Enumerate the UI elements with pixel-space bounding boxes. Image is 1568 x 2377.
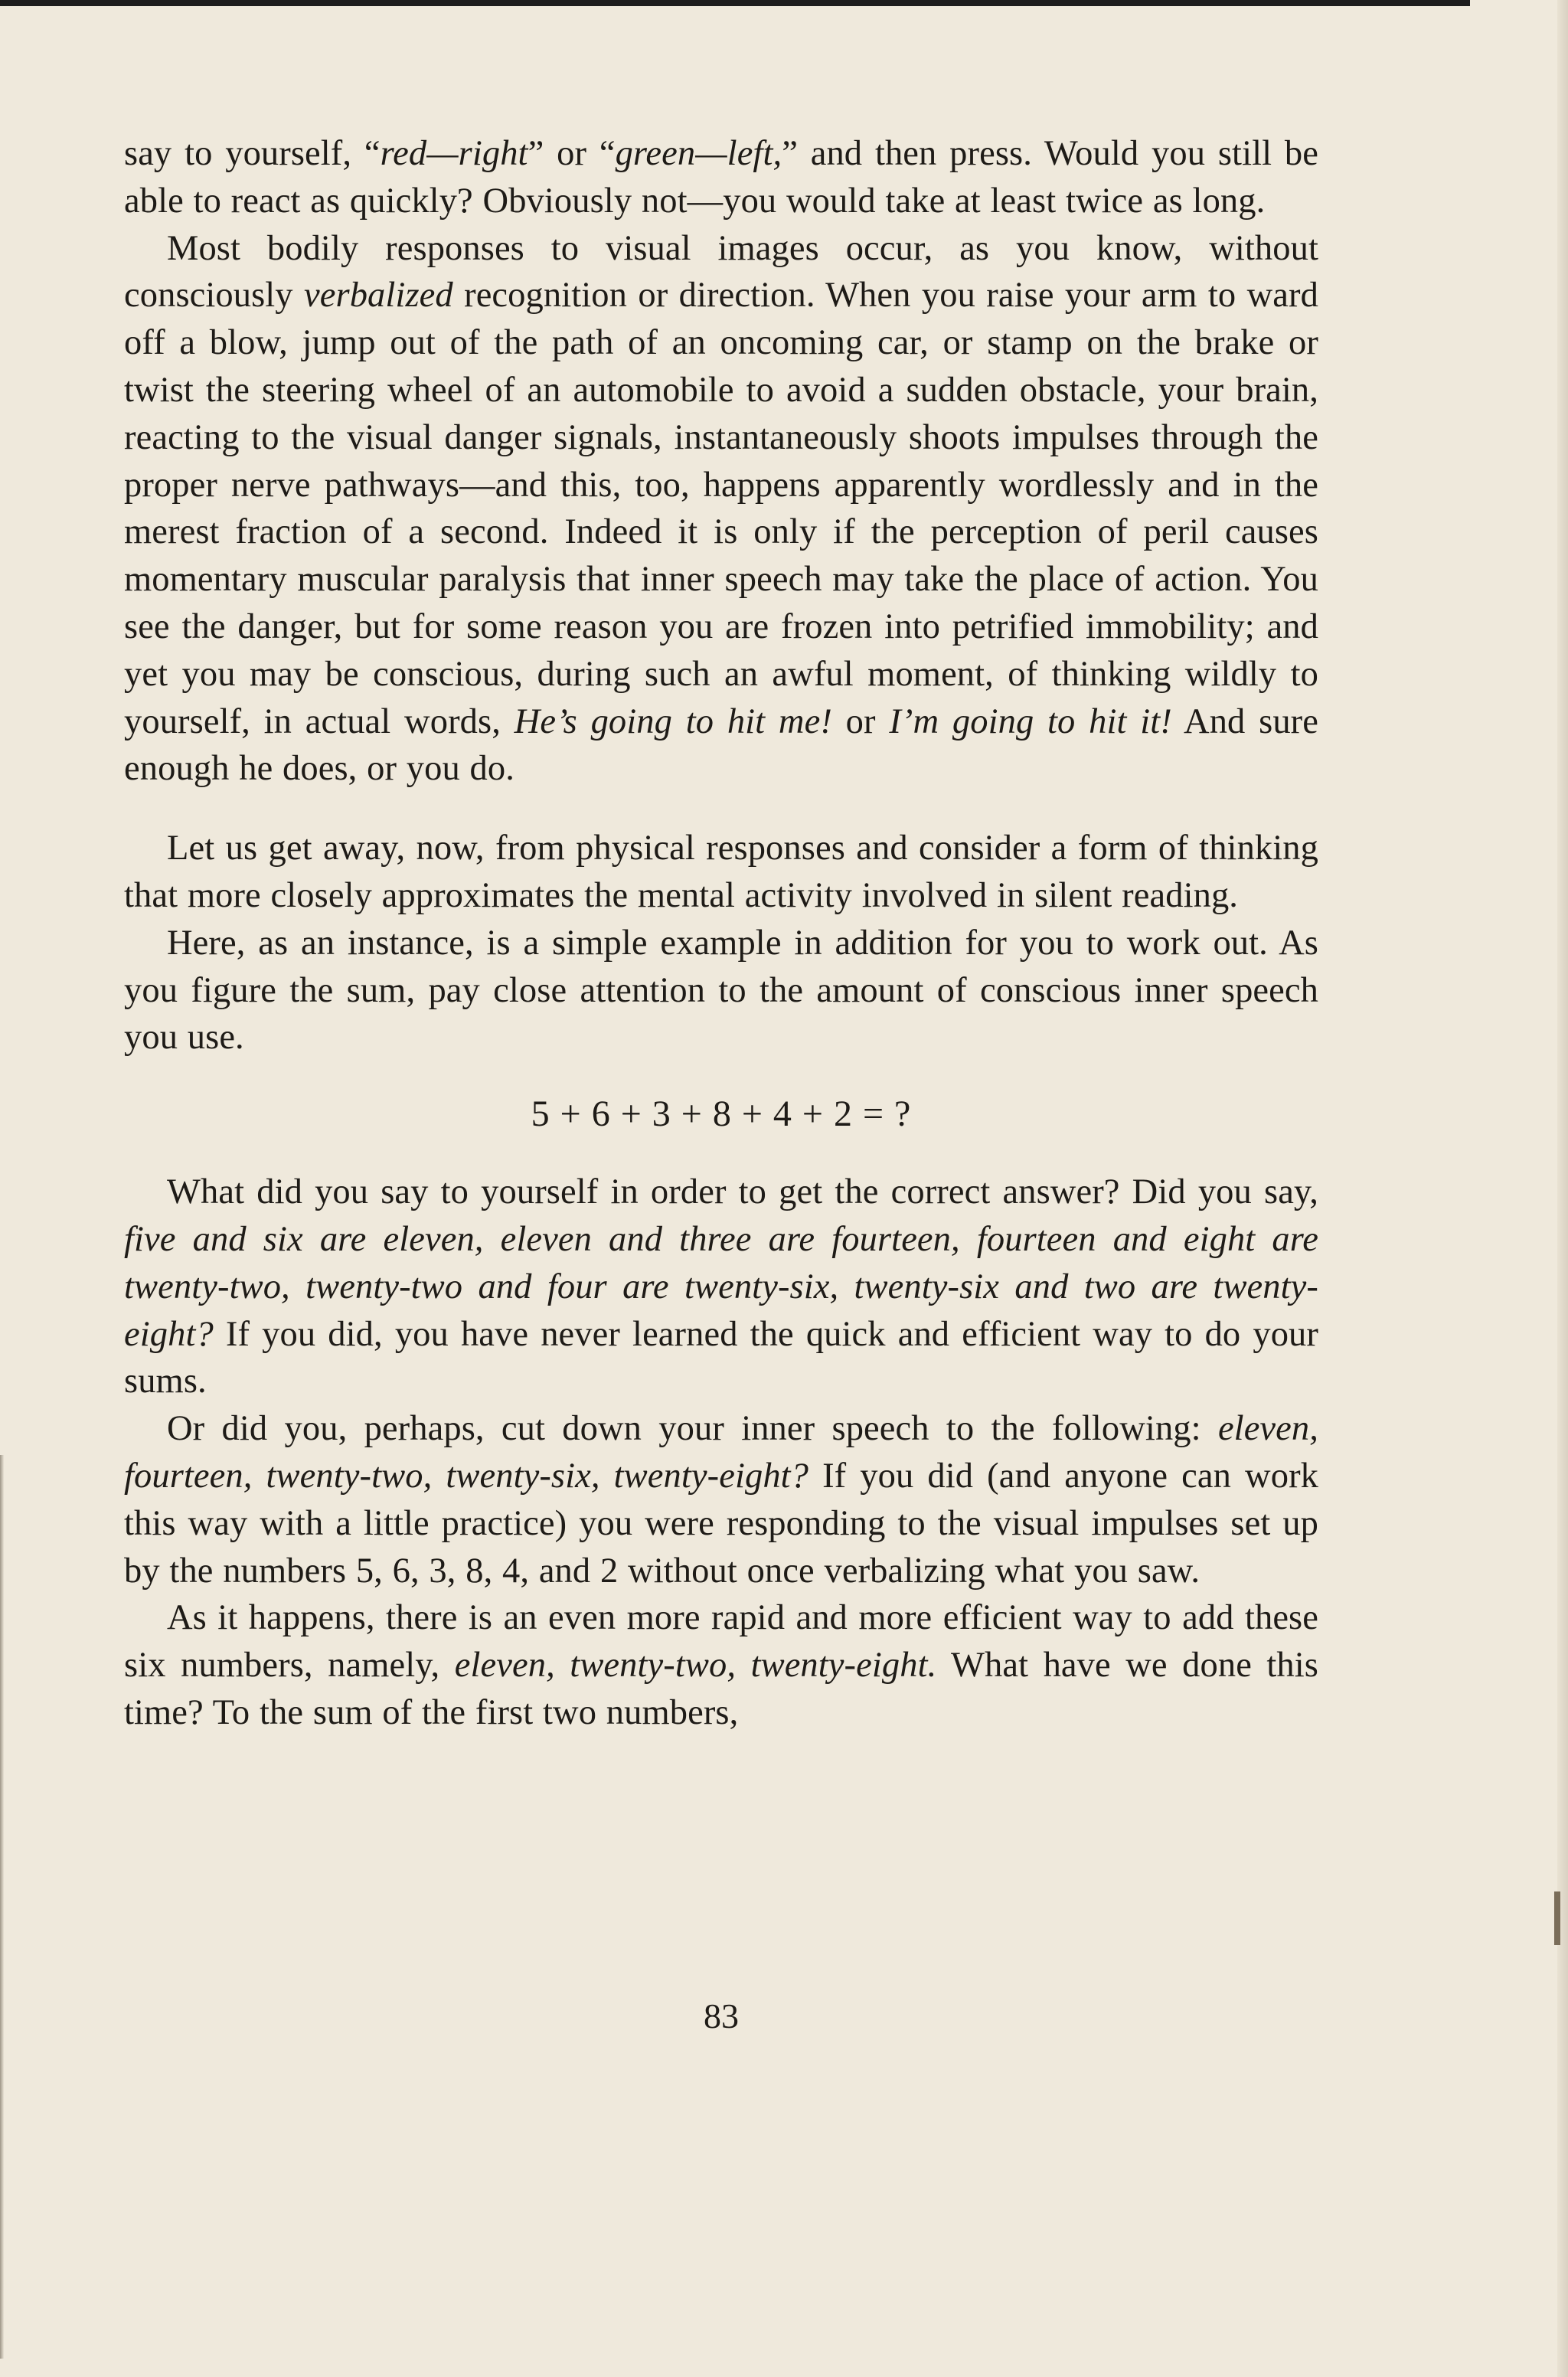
book-page [124, 130, 1318, 1737]
text-run: or [831, 701, 890, 741]
page-number: 83 [704, 1996, 739, 2035]
italic-text: I’m going to hit it! [889, 701, 1172, 741]
paragraph-continued [124, 130, 1318, 225]
text-run: Here, as an instance, is a simple example in addition for you to work out. As you figure the sum, pay close attention to the amount of conscious inner speech you use. [124, 923, 1318, 1058]
italic-text: verbalized [304, 276, 453, 316]
top-edge-rule [0, 0, 1470, 6]
paragraph-bodily-responses [124, 225, 1318, 793]
book-spine-edge [0, 1455, 4, 2359]
text-run: What have we done this time? To the sum of the first two numbers, [124, 1646, 1319, 1732]
italic-text: eleven, fourteen, twenty-two, twenty-six, twenty-eight? [124, 1409, 1318, 1496]
italic-text: He’s going to hit me! [514, 701, 832, 741]
italic-text: red—right [380, 134, 528, 173]
text-run: say to yourself, “ [124, 134, 381, 173]
italic-text: five and six are eleven, eleven and three are fourteen, fourteen and eight are twenty-two, twenty-two and four are twenty-six, twenty-six and two are twenty-eight? [124, 1219, 1318, 1354]
page-edge-mark [1554, 1891, 1560, 1945]
text-run: If you did, you have never learned the quick and efficient way to do your sums. [124, 1314, 1318, 1401]
text-run: Or did you, perhaps, cut down your inner speech to the following: [167, 1409, 1218, 1449]
addition-equation: 5 + 6 + 3 + 8 + 4 + 2 = ? [531, 1094, 912, 1135]
text-run: Most bodily responses to visual images occur, as you know, without consciously [124, 228, 1318, 316]
italic-text: green—left, [615, 134, 782, 173]
italic-text: eleven, twenty-two, twenty-eight. [454, 1646, 937, 1685]
text-run: ” or “ [528, 134, 616, 173]
paragraph-what-did-you-say [124, 1169, 1318, 1405]
text-run: Let us get away, now, from physical responses and consider a form of thinking that more closely approximates the mental activity involved in silent reading. [124, 829, 1318, 915]
paragraph-addition-example [124, 920, 1318, 1061]
text-run: What did you say to yourself in order to get the correct answer? Did you say, [167, 1172, 1318, 1212]
paragraph-cut-down-speech [124, 1405, 1318, 1594]
page-edge-shadow [1557, 0, 1568, 2377]
text-run: And sure enough he does, or you do. [124, 701, 1319, 789]
text-run: recognition or direction. When you raise your arm to ward off a blow, jump out of the path of an oncoming car, or stamp on the brake or twist the steering wheel of an automobile to avoid a sudden obstacle, your brain, reacting to the visual danger signals, instantaneously shoots impulses through the proper nerve pathways—and this, too, happens apparently wordlessly and in the merest fraction of a second. Indeed it is only if the perception of peril causes momentary muscular paralysis that inner speech may take the place of action. You see the danger, but for some reason you are frozen into petrified immobility; and yet you may be conscious, during such an awful moment, of thinking wildly to yourself, in actual words, [124, 276, 1318, 741]
text-run: ” and then press. Would you still be able to react as quickly? Obviously not—you would take at least twice as long. [124, 134, 1318, 221]
text-run: If you did (and anyone can work this way with a little practice) you were responding to the visual impulses set up by the numbers 5, 6, 3, 8, 4, and 2 without once verbalizing what you saw. [124, 1456, 1318, 1591]
paragraph-more-efficient-way [124, 1594, 1318, 1736]
text-run: As it happens, there is an even more rapid and more efficient way to add these six numbers, namely, [124, 1598, 1318, 1685]
paragraph-physical-responses [124, 825, 1318, 920]
